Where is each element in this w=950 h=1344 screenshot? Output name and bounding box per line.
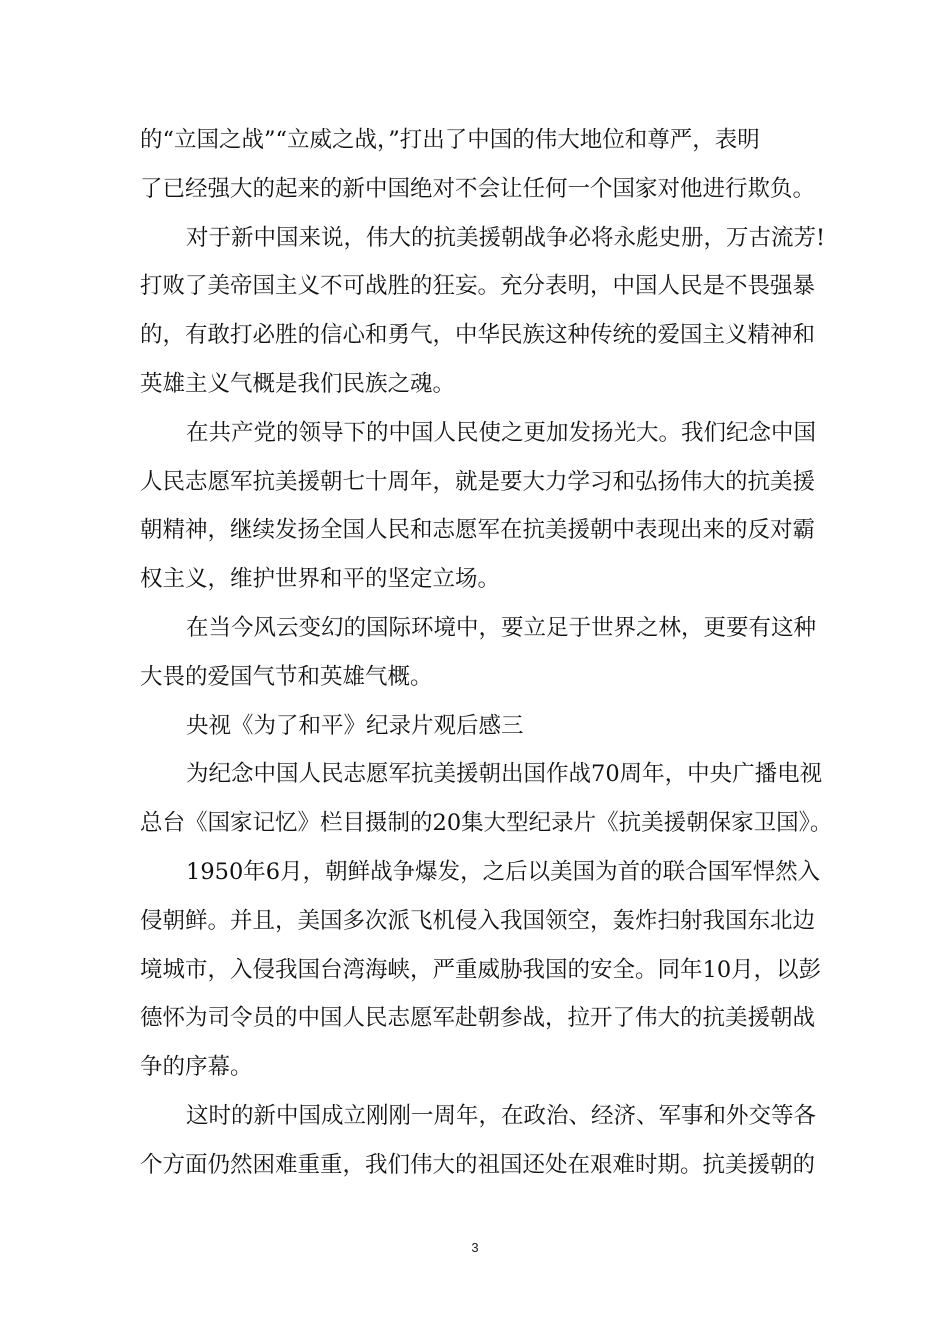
text-line-11: 在当今风云变幻的国际环境中，要立足于世界之林，更要有这种 bbox=[186, 614, 817, 641]
text-line-22: 个方面仍然困难重重，我们伟大的祖国还处在艰难时期。抗美援朝的 bbox=[140, 1151, 816, 1178]
text-line-12: 大畏的爱国气节和英雄气概。 bbox=[140, 663, 433, 690]
text-line-16: 1950年6月，朝鲜战争爆发，之后以美国为首的联合国军悍然入 bbox=[186, 858, 821, 885]
text-line-6: 英雄主义气概是我们民族之魂。 bbox=[140, 370, 456, 397]
text-line-15: 总台《国家记忆》栏目摄制的20集大型纪录片《抗美援朝保家卫国》。 bbox=[140, 810, 833, 837]
text-line-20: 争的序幕。 bbox=[140, 1054, 253, 1081]
text-line-3: 对于新中国来说，伟大的抗美援朝战争必将永彪史册，万古流芳! bbox=[186, 224, 826, 251]
page-number: 3 bbox=[471, 1240, 479, 1255]
text-line-8: 人民志愿军抗美援朝七十周年，就是要大力学习和弘扬伟大的抗美援 bbox=[140, 468, 816, 495]
text-line-21: 这时的新中国成立刚刚一周年，在政治、经济、军事和外交等各 bbox=[186, 1102, 817, 1129]
text-line-14: 为纪念中国人民志愿军抗美援朝出国作战70周年，中央广播电视 bbox=[186, 761, 823, 788]
text-line-1: 的“立国之战”“立威之战，”打出了中国的伟大地位和尊严，表明 bbox=[140, 127, 760, 153]
text-line-7: 在共产党的领导下的中国人民使之更加发扬光大。我们纪念中国 bbox=[186, 419, 817, 446]
text-line-10: 权主义，维护世界和平的坚定立场。 bbox=[140, 566, 501, 593]
text-line-4: 打败了美帝国主义不可战胜的狂妄。充分表明，中国人民是不畏强暴 bbox=[140, 273, 816, 300]
text-line-9: 朝精神，继续发扬全国人民和志愿军在抗美援朝中表现出来的反对霸 bbox=[140, 517, 816, 544]
text-line-2: 了已经强大的起来的新中国绝对不会让任何一个国家对他进行欺负。 bbox=[140, 175, 816, 202]
document-body bbox=[140, 116, 833, 1190]
text-line-5: 的，有敢打必胜的信心和勇气，中华民族这种传统的爱国主义精神和 bbox=[140, 322, 816, 349]
text-line-17: 侵朝鲜。并且，美国多次派飞机侵入我国领空，轰炸扫射我国东北边 bbox=[140, 907, 816, 934]
text-line-18: 境城市，入侵我国台湾海峡，严重威胁我国的安全。同年10月，以彭 bbox=[140, 956, 822, 983]
section-heading: 央视《为了和平》纪录片观后感三 bbox=[186, 712, 524, 739]
text-line-19: 德怀为司令员的中国人民志愿军赴朝参战，拉开了伟大的抗美援朝战 bbox=[140, 1005, 816, 1032]
